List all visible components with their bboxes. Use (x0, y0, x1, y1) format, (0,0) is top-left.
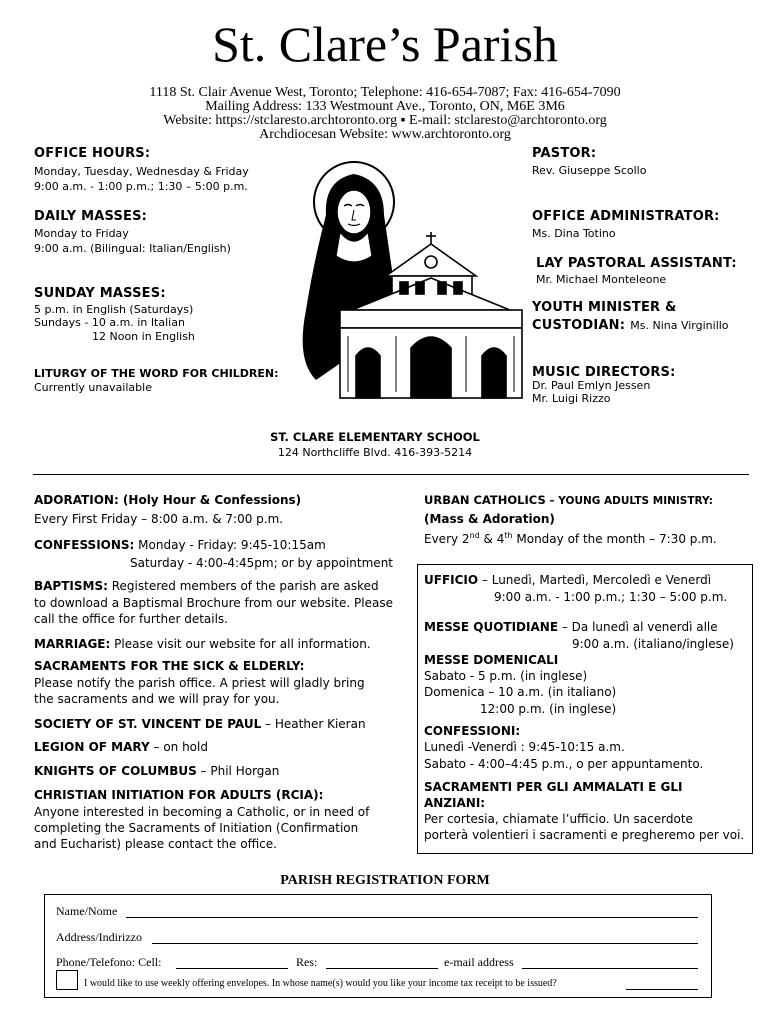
confessions-weekday: Monday - Friday: 9:45-10:15am (138, 538, 326, 552)
email-input-line[interactable] (522, 968, 698, 969)
name-field-row (56, 904, 117, 919)
custodian-heading: CUSTODIAN: (532, 318, 626, 333)
registration-form-title: PARISH REGISTRATION FORM (280, 873, 490, 888)
ufficio-heading: UFFICIO (424, 573, 479, 587)
sunday-masses-heading: SUNDAY MASSES: (34, 286, 166, 301)
messe-domenicali-noon: 12:00 p.m. (in inglese) (480, 702, 617, 716)
parish-title: St. Clare’s Parish (212, 16, 558, 72)
marriage-heading: MARRIAGE: (34, 637, 111, 651)
baptisms-line-2: to download a Baptismal Brochure from our website. Please (34, 596, 393, 610)
music-heading: MUSIC DIRECTORS: (532, 365, 676, 380)
cell-input-line[interactable] (176, 968, 288, 969)
sunday-masses-italian: Sundays - 10 a.m. in Italian (34, 316, 185, 329)
saint-clare-church-illustration (296, 160, 526, 400)
daily-masses-days: Monday to Friday (34, 227, 129, 240)
baptisms-line-3: call the office for further details. (34, 612, 228, 626)
daily-masses-time: 9:00 a.m. (Bilingual: Italian/English) (34, 242, 231, 255)
res-input-line[interactable] (326, 968, 438, 969)
liturgy-heading: LITURGY OF THE WORD FOR CHILDREN: (34, 367, 279, 380)
lay-assistant-name: Mr. Michael Monteleone (536, 273, 667, 286)
name-input-line[interactable] (126, 917, 698, 918)
youth-heading: YOUTH MINISTER & (532, 300, 677, 315)
office-hours-times: 9:00 a.m. - 1:00 p.m.; 1:30 – 5:00 p.m. (34, 180, 248, 193)
liturgy-status: Currently unavailable (34, 381, 152, 394)
phone-cell-label: Phone/Telefono: Cell: (56, 955, 162, 969)
confessioni-saturday: Sabato - 4:00–4:45 p.m., o per appuntamento. (424, 757, 704, 771)
adoration-schedule: Every First Friday – 8:00 a.m. & 7:00 p.m. (34, 512, 284, 526)
urban-catholics-schedule: Every 2nd & 4th Monday of the month – 7:30 p.m. (424, 531, 717, 546)
rcia-line-2: completing the Sacraments of Initiation (Confirmation (34, 821, 359, 835)
confessions-heading: CONFESSIONS: (34, 538, 135, 552)
baptisms-line-1: Registered members of the parish are asked (111, 579, 379, 593)
address-line: 1118 St. Clair Avenue West, Toronto; Telephone: 416-654-7087; Fax: 416-654-7090 (149, 85, 621, 100)
mailing-address-line: Mailing Address: 133 Westmount Ave., Toronto, ON, M6E 3M6 (205, 99, 565, 114)
confessions-saturday: Saturday - 4:00-4:45pm; or by appointment (130, 556, 394, 570)
daily-masses-heading: DAILY MASSES: (34, 209, 148, 224)
office-admin-name: Ms. Dina Totino (532, 227, 616, 240)
urban-catholics-heading: URBAN CATHOLICS (424, 493, 546, 507)
rcia-line-1: Anyone interested in becoming a Catholic, or in need of (34, 805, 370, 819)
sacramenti-heading-1: SACRAMENTI PER GLI AMMALATI E GLI (424, 780, 683, 794)
website-line: Website: https://stclaresto.archtoronto.org ▪ E-mail: stclaresto@archtoronto.org (163, 113, 607, 128)
ufficio-times: 9:00 a.m. - 1:00 p.m.; 1:30 – 5:00 p.m. (494, 590, 728, 604)
ufficio-days: – Lunedì, Martedì, Mercoledì e Venerdì (481, 573, 712, 587)
youth-name: Ms. Nina Virginillo (630, 319, 729, 332)
office-hours-heading: OFFICE HOURS: (34, 146, 151, 161)
urban-catholics-mass-adoration: (Mass & Adoration) (424, 512, 555, 526)
rcia-heading: CHRISTIAN INITIATION FOR ADULTS (RCIA): (34, 788, 324, 802)
knights-heading: KNIGHTS OF COLUMBUS (34, 764, 197, 778)
sacramenti-line-2: porterà volentieri i sacramenti e pregheremo per voi. (424, 828, 745, 842)
sick-heading: SACRAMENTS FOR THE SICK & ELDERLY: (34, 659, 305, 673)
adoration-heading: ADORATION: (Holy Hour & Confessions) (34, 493, 302, 507)
receipt-name-input-line[interactable] (626, 989, 698, 990)
sick-line-1: Please notify the parish office. A priest will gladly bring (34, 676, 365, 690)
marriage-info: Please visit our website for all information. (114, 637, 371, 651)
messe-quotidiane-heading: MESSE QUOTIDIANE (424, 620, 559, 634)
messe-quotidiane-time: 9:00 a.m. (italiano/inglese) (572, 637, 734, 651)
legion-heading: LEGION OF MARY (34, 740, 150, 754)
sunday-masses-english: 12 Noon in English (92, 330, 195, 343)
school-address: 124 Northcliffe Blvd. 416-393-5214 (277, 446, 473, 459)
section-divider (33, 474, 749, 475)
res-label: Res: (296, 955, 318, 969)
baptisms-heading: BAPTISMS: (34, 579, 108, 593)
envelopes-text: I would like to use weekly offering envelopes. In whose name(s) would you like your income tax receipt to be issued? (84, 978, 557, 989)
sacramenti-heading-2: ANZIANI: (424, 796, 486, 810)
pastor-name: Rev. Giuseppe Scollo (532, 164, 647, 177)
sacramenti-line-1: Per cortesia, chiamate l’ufficio. Un sacerdote (424, 812, 693, 826)
lay-assistant-heading: LAY PASTORAL ASSISTANT: (536, 256, 737, 271)
office-admin-heading: OFFICE ADMINISTRATOR: (532, 209, 720, 224)
urban-catholics-subheading: – YOUNG ADULTS MINISTRY: (549, 495, 713, 507)
sick-line-2: the sacraments and we will pray for you. (34, 692, 280, 706)
confessioni-heading: CONFESSIONI: (424, 724, 521, 738)
confessioni-weekday: Lunedì -Venerdì : 9:45-10:15 a.m. (424, 740, 625, 754)
legion-status: – on hold (153, 740, 208, 754)
music-director-1: Dr. Paul Emlyn Jessen (532, 379, 651, 392)
school-name: ST. CLARE ELEMENTARY SCHOOL (270, 430, 480, 444)
rcia-line-3: and Eucharist) please contact the office. (34, 837, 277, 851)
pastor-heading: PASTOR: (532, 146, 597, 161)
office-hours-days: Monday, Tuesday, Wednesday & Friday (34, 165, 249, 178)
address-input-line[interactable] (152, 943, 698, 944)
music-director-2: Mr. Luigi Rizzo (532, 392, 611, 405)
knights-contact: – Phil Horgan (200, 764, 280, 778)
archdiocesan-line: Archdiocesan Website: www.archtoronto.org (259, 127, 511, 142)
name-label: Name/Nome (56, 904, 118, 918)
svdp-heading: SOCIETY OF ST. VINCENT DE PAUL (34, 717, 262, 731)
messe-domenicali-heading: MESSE DOMENICALI (424, 653, 559, 667)
messe-domenicali-domenica: Domenica – 10 a.m. (in italiano) (424, 685, 617, 699)
address-label: Address/Indirizzo (56, 930, 142, 944)
svdp-contact: – Heather Kieran (265, 717, 366, 731)
messe-domenicali-sabato: Sabato - 5 p.m. (in inglese) (424, 669, 588, 683)
email-label: e-mail address (444, 955, 514, 969)
envelopes-checkbox[interactable] (56, 970, 78, 990)
messe-quotidiane-days: – Da lunedì al venerdì alle (561, 620, 718, 634)
sunday-masses-saturday: 5 p.m. in English (Saturdays) (34, 303, 194, 316)
